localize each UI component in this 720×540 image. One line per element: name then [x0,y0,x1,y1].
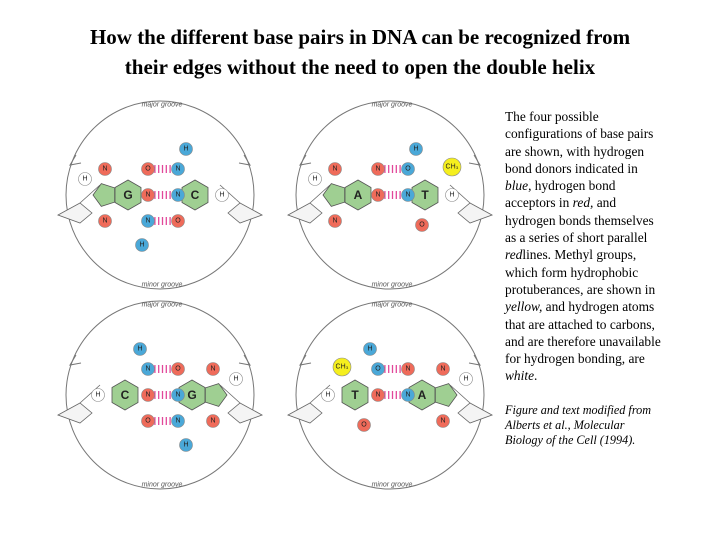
left-sugar [288,203,322,223]
caption [505,108,665,385]
major-groove-acceptor-label: N [332,165,338,173]
base-pair-diagram [40,90,500,500]
carbon-hydrogen-label: H [463,375,469,383]
major-groove-donor-label: H [367,345,373,353]
minor-groove-acceptor-label: N [440,417,446,425]
left-top-atom-label: O [145,165,151,173]
minor-groove-label: minor groove [371,481,413,489]
base-pair-figure [40,90,500,500]
caption-text-4: lines. Methyl groups, which form hydrophobic protuberances, are shown in [505,247,656,297]
major-groove-acceptor-label: N [440,365,446,373]
figure-credit: Figure and text modified from Alberts et al., Molecular Biology of the Cell (1994). [505,403,651,448]
caption-yellow-word: yellow, [505,299,543,315]
carbon-hydrogen-label: H [233,375,239,383]
left-base-letter: C [120,388,130,402]
minor-groove-acceptor-label: N [332,217,338,225]
page-title [20,22,700,82]
left-mid-atom-label: N [375,391,381,399]
carbon-hydrogen-label: H [325,391,331,399]
caption-red-word: red, [572,195,594,211]
left-top-atom-label: O [375,365,381,373]
right-base-letter: T [421,188,429,202]
methyl-group-label: CH₃ [445,163,459,171]
panel-AT [288,101,492,289]
right-top-atom-label: N [175,165,181,173]
right-mid-atom-label: N [405,391,411,399]
caption-text-5: and hydrogen atoms that are attached to carbons, and are therefore unavailable for hydrogen bonding, are [505,299,661,367]
right-imidazole-ring [205,384,227,407]
minor-groove-donor-label: H [183,441,189,449]
left-sugar [58,203,92,223]
caption-blue-word: blue [505,178,529,194]
left-sugar [288,403,322,423]
right-imidazole-ring [435,384,457,407]
major-groove-label: major groove [371,301,413,309]
left-base-letter: A [353,188,363,202]
major-groove-acceptor-label: N [210,365,216,373]
left-mid-atom-label: N [145,391,151,399]
major-groove-acceptor-label: N [102,165,108,173]
right-top-atom-label: N [405,365,411,373]
major-groove-label: major groove [141,101,183,109]
right-top-atom-label: O [175,365,181,373]
right-sugar [228,403,262,423]
major-groove-donor-label: H [413,145,419,153]
right-base-letter: C [190,188,200,202]
right-base-letter: G [187,388,197,402]
title-line-2: their edges without the need to open the double helix [124,55,596,79]
minor-groove-label: minor groove [141,281,183,289]
left-base-letter: T [351,388,359,402]
left-bottom-atom-label: O [145,417,151,425]
methyl-group-label: CH₃ [335,363,349,371]
carbon-hydrogen-label: H [449,191,455,199]
carbon-hydrogen-label: H [82,175,88,183]
right-sugar [228,203,262,223]
right-bottom-atom-label: N [175,417,181,425]
left-mid-atom-label: N [145,191,151,199]
right-top-atom-label: O [405,165,411,173]
panel-GC [58,101,262,289]
minor-groove-donor-label: H [139,241,145,249]
left-bottom-atom-label: N [145,217,151,225]
minor-groove-acceptor-label: N [210,417,216,425]
left-top-atom-label: N [375,165,381,173]
carbon-hydrogen-label: H [219,191,225,199]
minor-groove-label: minor groove [371,281,413,289]
right-mid-atom-label: N [175,391,181,399]
left-imidazole-ring [93,184,115,207]
caption-text-3: and hydrogen bonds themselves as a series of short parallel [505,195,654,246]
carbon-hydrogen-label: H [312,175,318,183]
minor-groove-label: minor groove [141,481,183,489]
left-base-letter: G [123,188,133,202]
left-imidazole-ring [323,184,345,207]
right-bottom-atom-label: O [175,217,181,225]
right-mid-atom-label: N [405,191,411,199]
caption-redlines-word: red [505,247,523,263]
major-groove-donor-label: H [183,145,189,153]
caption-text-6: . [534,368,538,384]
left-sugar [58,403,92,423]
minor-groove-acceptor-label: O [361,421,367,429]
right-sugar [458,403,492,423]
panel-CG [58,301,262,489]
panel-TA [288,301,492,489]
major-groove-donor-label: H [137,345,143,353]
minor-groove-acceptor-label: N [102,217,108,225]
major-groove-label: major groove [141,301,183,309]
caption-text-2: , hydrogen bond acceptors in [505,178,616,211]
left-top-atom-label: N [145,365,151,373]
left-mid-atom-label: N [375,191,381,199]
right-base-letter: A [417,388,427,402]
carbon-hydrogen-label: H [95,391,101,399]
title-line-1: How the different base pairs in DNA can be recognized from [89,25,631,49]
minor-groove-acceptor-label: O [419,221,425,229]
major-groove-label: major groove [371,101,413,109]
right-sugar [458,203,492,223]
right-mid-atom-label: N [175,191,181,199]
caption-text-1: The four possible configurations of base pairs are shown, with hydrogen bond donors indicated in [505,109,654,176]
caption-white-word: white [505,368,535,384]
